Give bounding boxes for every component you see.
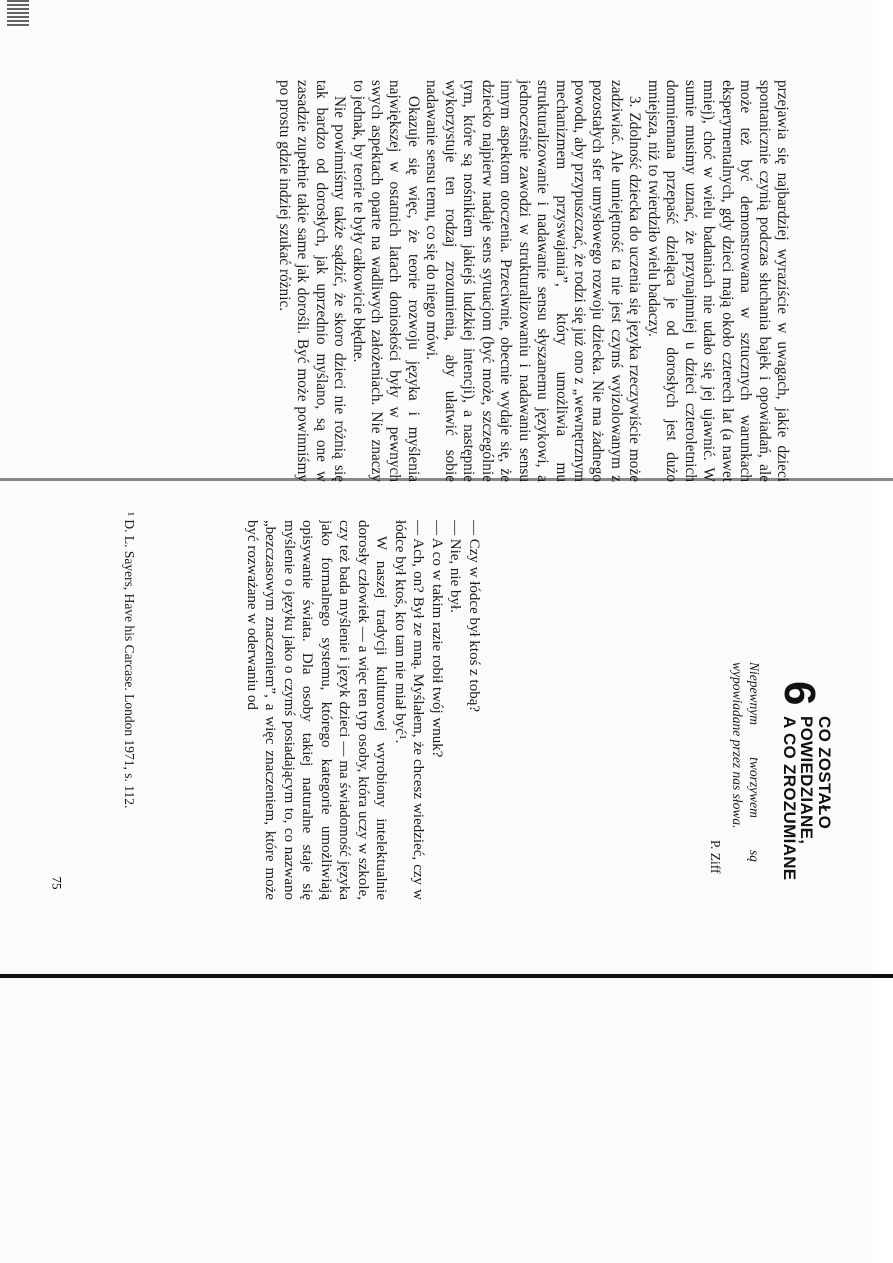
dialogue-line: — Czy w łódce był ktoś z tobą? — [466, 520, 482, 713]
right-page-body — [472, 540, 802, 980]
paragraph: 3. Zdolność dziecka do uczenia się języka rzeczywiście może zadziwiać. Ale umiejętność ta nie jest czymś wyizolowanym z pozostałych sfer umysłowego rozwoju dziecka. Nie ma żadnego powodu, aby przypuszczać, że rodzi się już ono z „wewnętrznym mechanizmem przyswajania”, który umożliwia mu strukturalizowanie i nadawanie sensu słyszanemu językowi, a jednocześnie zawodzi w strukturalizowaniu i nadawaniu sensu innym aspektom otoczenia. Przeciwnie, obecnie wydaje się, że dziecko najpierw nadaje sens sytuacjom (być może, szczególnie tym, które są nośnikiem jakiejś ludzkiej intencji), a następnie wykorzystuje ten rodzaj zrozumienia, aby ułatwić sobie nadawanie sensu temu, co się do niego mówi. — [423, 80, 644, 482]
paragraph: Okazuje się więc, że teorie rozwoju języka i myślenia największej w ostatnich latach doniosłości były w pewnych swych aspektach oparte na wadliwych założeniach. Nie znaczy to jednak, by teorie te były całkowicie błędne. — [349, 80, 422, 482]
paragraph: Nie powinniśmy także sądzić, że skoro dzieci nie różnią się tak bardzo od dorosłych, jak uprzednio myślano, są one w zasadzie zupełnie takie same jak dorośli. Być może powinniśmy po prostu gdzie indziej szukać różnic. — [275, 80, 349, 482]
footnote-rotated — [100, 512, 138, 892]
dialogue-line: — A co w takim razie robił twój wnuk? — [429, 520, 445, 758]
chapter-number: 6 — [775, 681, 824, 706]
dialogue-line: — Nie, nie był. — [447, 520, 464, 613]
chapter-title-line: A CO ZROZUMIANE — [780, 716, 799, 881]
page-number: 75 — [49, 876, 65, 890]
footnote: ¹ D. L. Sayers, Have his Carcase. London 1971, s. 112. — [122, 512, 137, 809]
dialogue-line: — Ach, on? Był ze mną. Myślałem, że chcesz wiedzieć, czy w łódce był ktoś, kto tam nie miał być¹. — [392, 520, 427, 900]
epigraph-author: P. Ziff — [708, 840, 723, 874]
right-page-column — [143, 520, 483, 900]
footnote-block — [100, 512, 138, 892]
chapter-title-line: CO ZOSTAŁO — [815, 716, 834, 830]
epigraph-text: Niepewnym tworzywem są wypowiadane przez nas słowa. — [730, 662, 762, 862]
paragraph: przejawia się najbardziej wyraziście w uwagach, jakie dzieci spontanicznie czynią podczas słuchania bajek i opowiadań, ale może też być demonstrowana w sztucznych warunkach eksperymentalnych, gdy dzieci mają około czterech lat (a nawet mniej), choć w wielu badaniach nie udało się jej ujawnić. W sumie musimy uznać, że przynajmniej u dzieci czteroletnich domniemana przepaść dzieląca je od dorosłych jest dużo mniejsza, niż to twierdziło wielu badaczy. — [644, 80, 791, 482]
chapter-title-line: POWIEDZIANE, — [797, 716, 817, 845]
paragraph: W naszej tradycji kulturowej wyrobiony intelektualnie dorosły człowiek — a więc ten typ osoby, która uczy w szkole, czy też bada myślenie i język dzieci — ma świadomość języka jako formalnego systemu, którego kategorie umożliwiają opisywanie świata. Dla osoby takiej naturalne staje się myślenie o języku jako o czymś posiadającym to, co nazwano „bezczasowym znaczeniem”, a więc znaczeniem, które może być rozważane w oderwaniu od — [244, 520, 390, 900]
right-page-column-rotated — [143, 520, 483, 900]
